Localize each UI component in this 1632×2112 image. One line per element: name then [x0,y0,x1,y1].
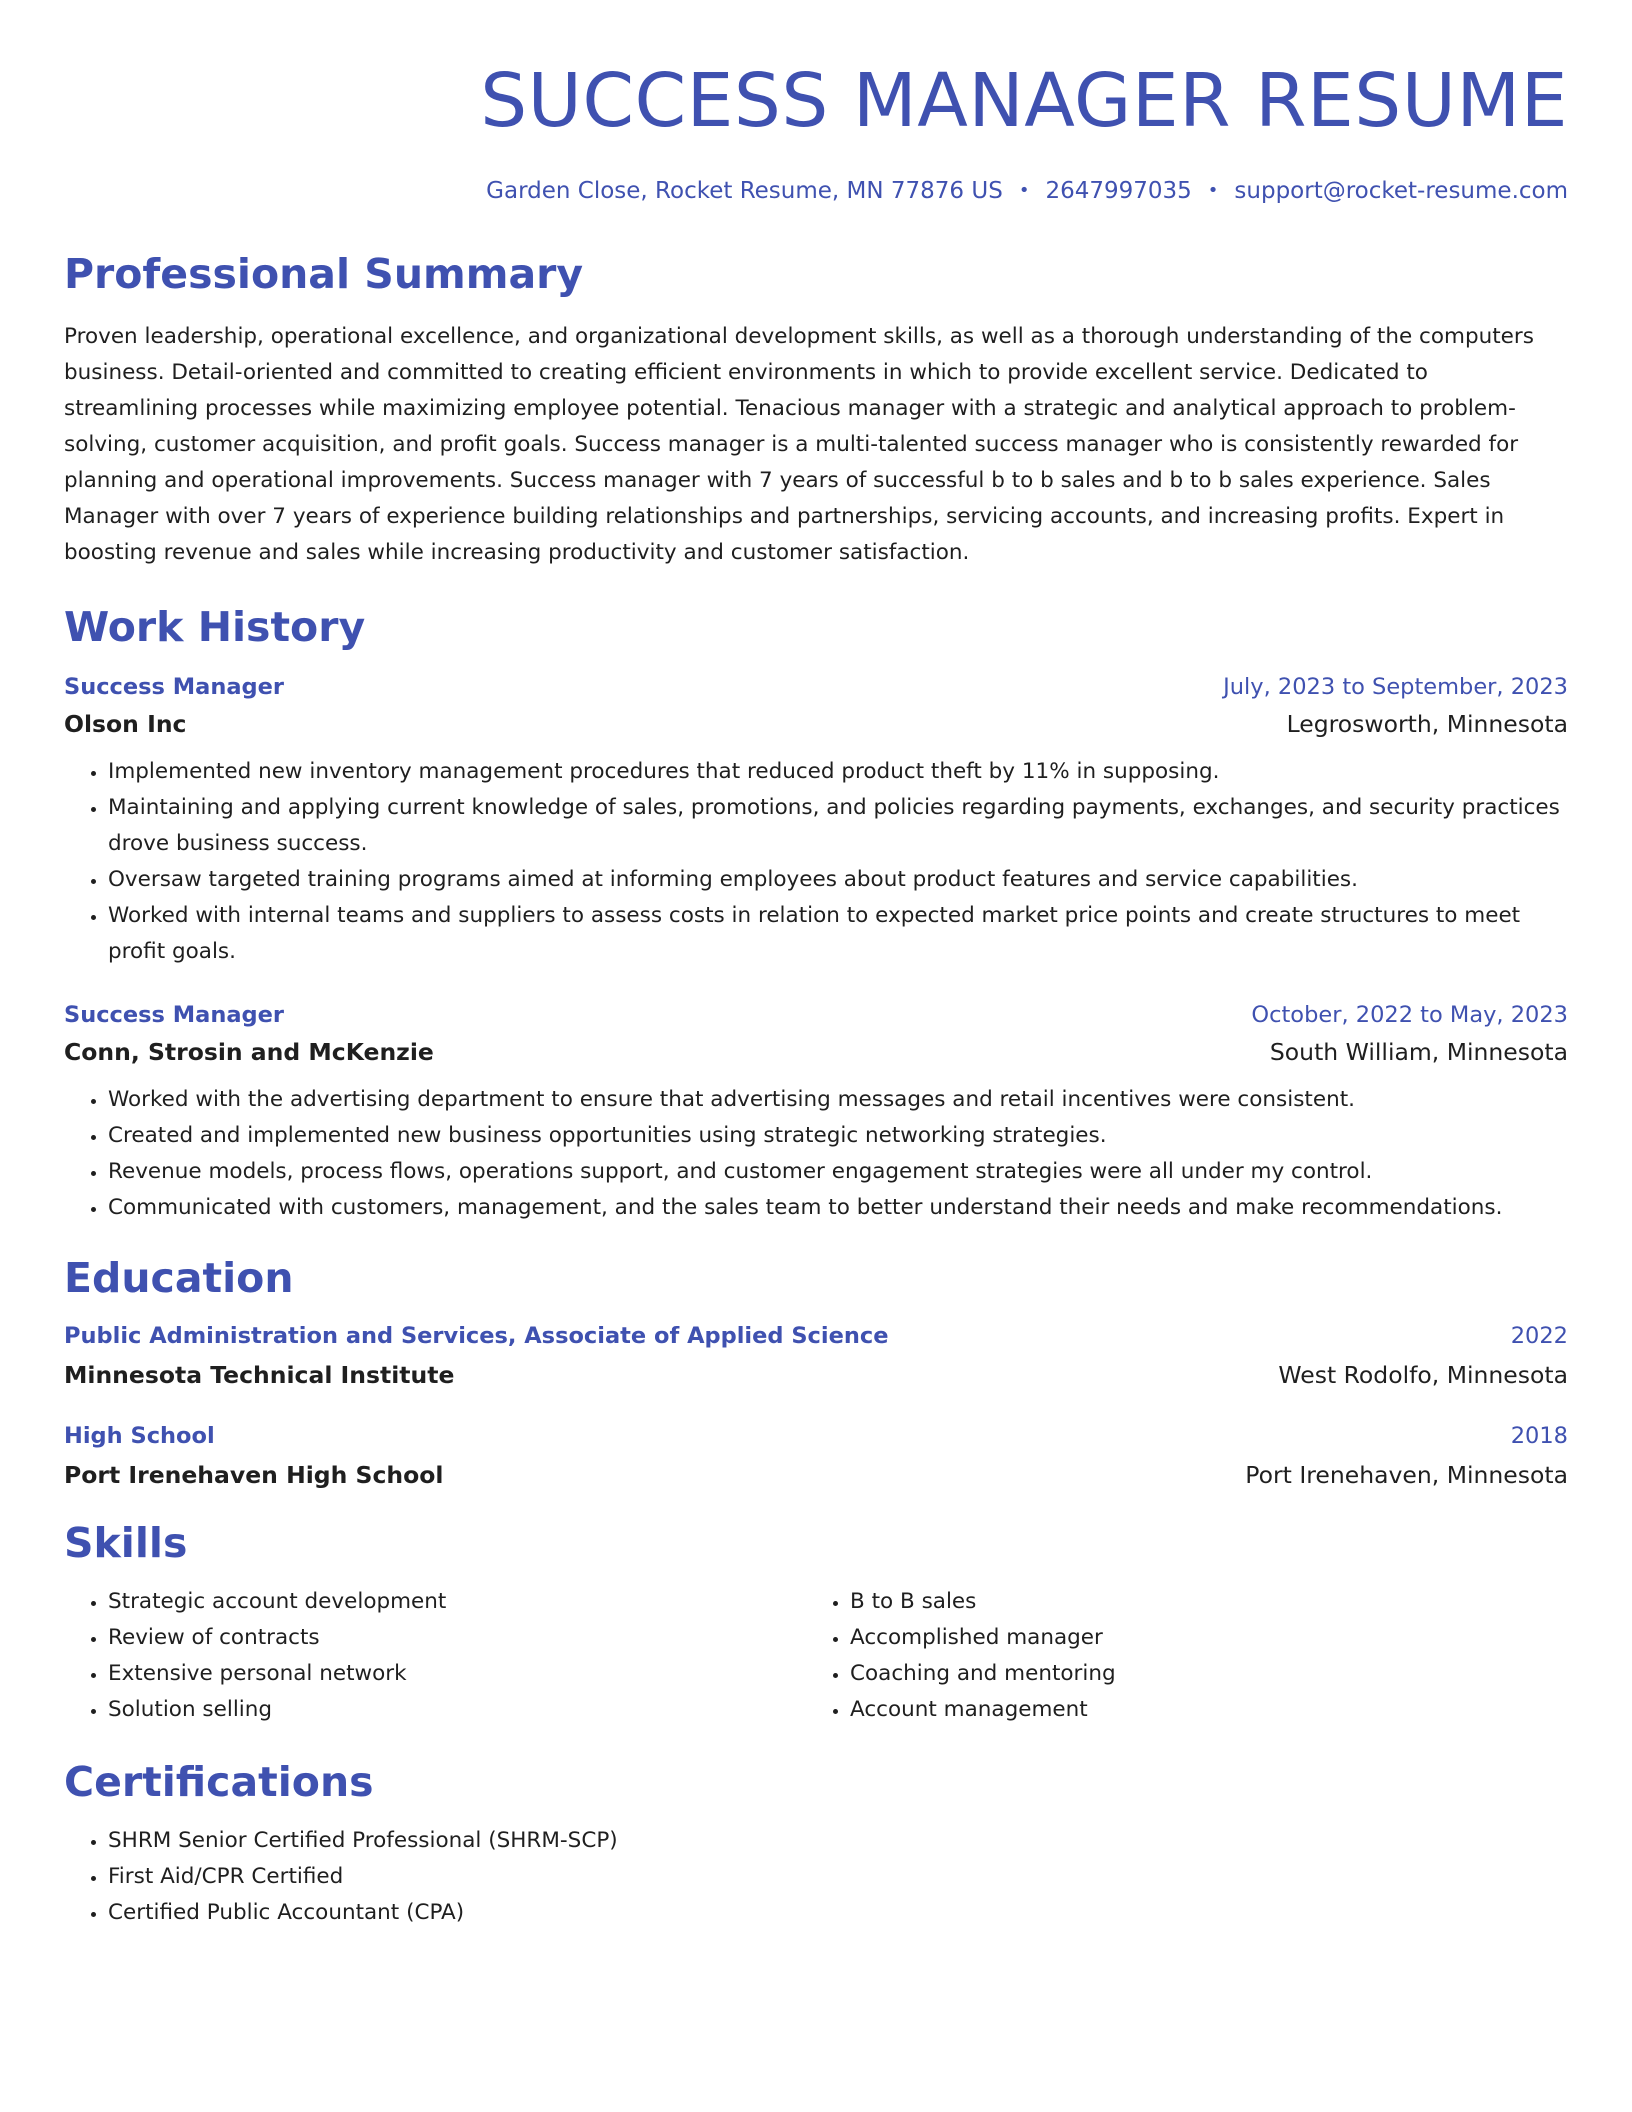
education-school: Port Irenehaven High School [64,1461,444,1489]
education-school-row [64,1361,1568,1389]
bullet-separator: • [1018,180,1030,201]
certifications-list [64,1823,1568,1931]
education-year: 2018 [1510,1423,1568,1449]
job-entry [64,1002,1568,1226]
job-company: Olson Inc [64,710,187,738]
job-entry [64,674,1568,970]
skills-list-right [806,1584,1548,1728]
contact-email[interactable]: support@rocket-resume.com [1234,178,1568,204]
list-item: • Created and implemented new business opportunities using strategic networking strategies. [108,1118,1568,1154]
list-item: • Worked with the advertising department to ensure that advertising messages and retail incentives were consistent. [108,1082,1568,1118]
education-degree: Public Administration and Services, Associate of Applied Science [64,1323,889,1349]
job-company-row [64,710,1568,738]
skills-grid [64,1584,1568,1728]
job-company: Conn, Strosin and McKenzie [64,1038,434,1066]
education-entry [64,1423,1568,1489]
job-location: South William, Minnesota [1269,1038,1568,1066]
list-item: • B to B sales [850,1584,1548,1620]
list-item: • Implemented new inventory management procedures that reduced product theft by 11% in supposing. [108,754,1568,790]
education-location: West Rodolfo, Minnesota [1278,1361,1568,1389]
education-school-row [64,1461,1568,1489]
education-degree: High School [64,1423,215,1449]
job-location: Legrosworth, Minnesota [1286,710,1568,738]
list-item: • Oversaw targeted training programs aimed at informing employees about product features and service capabilities. [108,862,1568,898]
list-item: • Accomplished manager [850,1620,1548,1656]
job-title: Success Manager [64,674,285,700]
contact-line [64,178,1568,204]
certifications-heading: Certifications [64,1758,374,1806]
resume-page [64,0,1568,1931]
list-item: • Strategic account development [108,1584,806,1620]
summary-text: Proven leadership, operational excellence, and organizational development skills, as well as a thorough understanding of the computers business. Detail-oriented and committed to creating efficient environments in which to provide excellent service. Dedicated to streamlining processes while maximizing employee potential. Tenacious manager with a strategic and analytical approach to problem-solving, customer acquisition, and profit goals. Success manager is a multi-talented success manager who is consistently rewarded for planning and operational improvements. Success manager with 7 years of successful b to b sales and b to b sales experience. Sales Manager with over 7 years of experience building relationships and partnerships, servicing accounts, and increasing profits. Expert in boosting revenue and sales while increasing productivity and customer satisfaction. [64,324,1534,565]
list-item: • Certified Public Accountant (CPA) [108,1895,1568,1931]
job-bullet-list [64,754,1568,970]
list-item: • Review of contracts [108,1620,806,1656]
summary-heading: Professional Summary [64,250,584,298]
education-year: 2022 [1510,1323,1568,1349]
job-title: Success Manager [64,1002,285,1028]
education-header-row [64,1323,1568,1349]
job-dates: October, 2022 to May, 2023 [1251,1002,1568,1028]
list-item: • Maintaining and applying current knowledge of sales, promotions, and policies regarding payments, exchanges, and security practices drove business success. [108,790,1568,862]
education-heading: Education [64,1254,294,1302]
list-item: • Revenue models, process flows, operations support, and customer engagement strategies were all under my control. [108,1154,1568,1190]
bullet-separator: • [1207,180,1219,201]
work-history-heading: Work History [64,603,366,651]
skills-heading: Skills [64,1519,188,1567]
list-item: • Solution selling [108,1692,806,1728]
education-entry [64,1323,1568,1389]
job-bullet-list [64,1082,1568,1226]
job-header-row [64,674,1568,700]
list-item: • Communicated with customers, management, and the sales team to better understand their needs and make recommendations. [108,1190,1568,1226]
list-item: • Worked with internal teams and suppliers to assess costs in relation to expected market price points and create structures to meet profit goals. [108,898,1568,970]
skills-list-left [64,1584,806,1728]
education-location: Port Irenehaven, Minnesota [1245,1461,1568,1489]
list-item: • First Aid/CPR Certified [108,1859,1568,1895]
education-header-row [64,1423,1568,1449]
contact-phone: 2647997035 [1045,178,1192,204]
list-item: • Account management [850,1692,1548,1728]
contact-address: Garden Close, Rocket Resume, MN 77876 US [486,178,1003,204]
resume-title: SUCCESS MANAGER RESUME [480,58,1568,144]
education-school: Minnesota Technical Institute [64,1361,455,1389]
list-item: • Coaching and mentoring [850,1656,1548,1692]
job-company-row [64,1038,1568,1066]
job-dates: July, 2023 to September, 2023 [1223,674,1568,700]
list-item: • SHRM Senior Certified Professional (SHRM-SCP) [108,1823,1568,1859]
job-header-row [64,1002,1568,1028]
list-item: • Extensive personal network [108,1656,806,1692]
